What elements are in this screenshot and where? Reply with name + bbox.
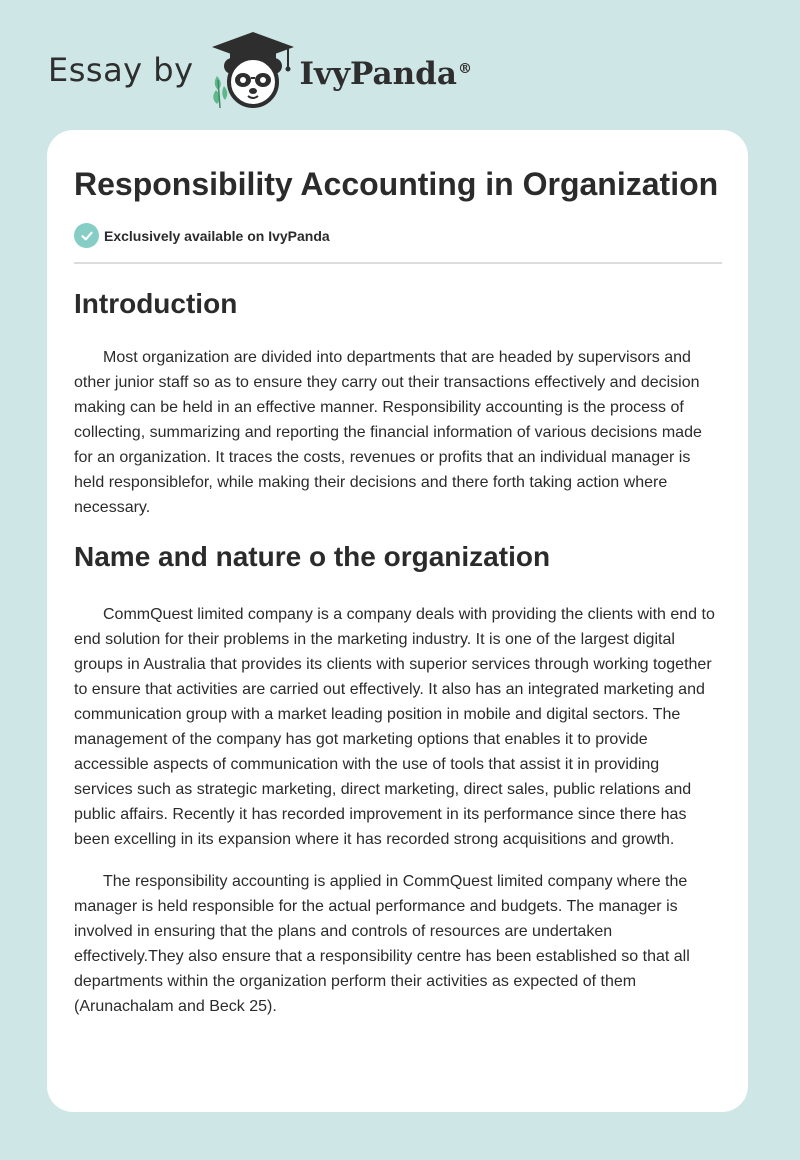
checkmark-icon — [74, 223, 99, 248]
essay-card — [47, 130, 748, 1112]
exclusive-badge-label: Exclusively available on IvyPanda — [104, 227, 330, 244]
essay-by-label: Essay by — [48, 51, 194, 89]
ivypanda-logo-icon[interactable] — [210, 30, 296, 110]
page-title: Responsibility Accounting in Organization — [74, 166, 719, 202]
paragraph: CommQuest limited company is a company deals with providing the clients with end to end solution for their problems in the marketing industry. It is one of the largest digital groups in Australia that provides its clients with superior services through working together to ensure that activities are carried out effectively. It also has an integrated marketing and communication group with a market leading position in mobile and digital sectors. The management of the company has got marketing options that enables it to provide accessible aspects of communication with the use of tools that assist it in providing services such as strategic marketing, direct marketing, direct sales, public relations and public affairs. Recently it has recorded improvement in its performance since there has been excelling in its expansion where it has recorded strong acquisitions and growth. — [74, 606, 715, 848]
section-heading-name-and-nature: Name and nature o the organization — [74, 541, 551, 572]
section-heading-introduction: Introduction — [74, 288, 238, 319]
paragraph: Most organization are divided into departments that are headed by supervisors and other junior staff so as to ensure they carry out their transactions effectively and decision making can be held in an effective manner. Responsibility accounting is the process of collecting, summarizing and reporting the financial information of various decisions made for an organization. It traces the costs, revenues or profits that an individual manager is held responsiblefor, while making their decisions and there forth taking action where necessary. — [74, 349, 702, 516]
exclusive-badge — [74, 223, 722, 264]
registered-mark: ® — [457, 60, 472, 77]
brand-name[interactable]: IvyPanda® — [299, 56, 472, 92]
site-header — [48, 30, 472, 110]
paragraph: The responsibility accounting is applied in CommQuest limited company where the manager is held responsible for the actual performance and budgets. The manager is involved in ensuring that the plans and controls of resources are undertaken effectively.They also ensure that a responsibility centre has been established so that all departments within the organization perform their activities as expected of them (Arunachalam and Beck 25). — [74, 873, 690, 1015]
